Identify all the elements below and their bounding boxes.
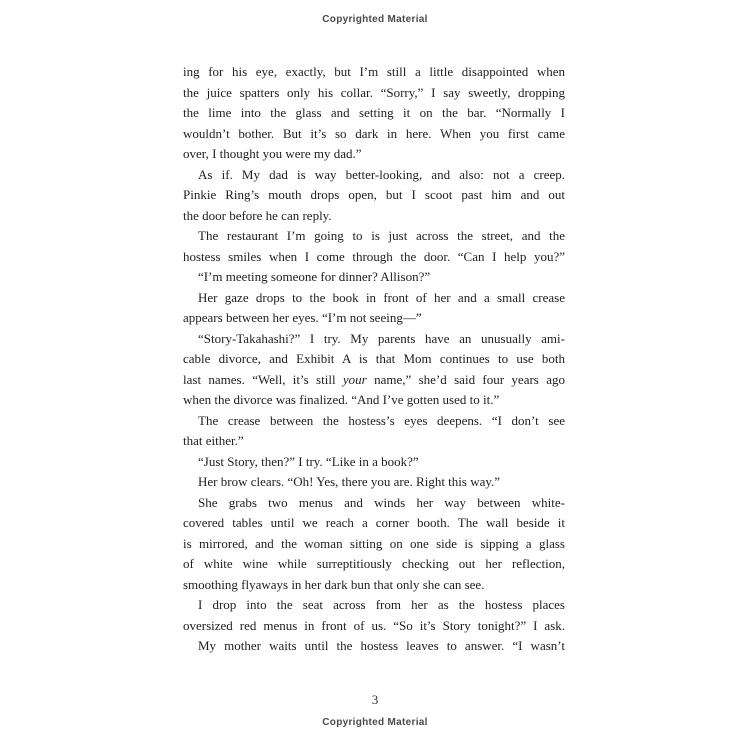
text-line bbox=[183, 62, 565, 83]
italic-text-segment: your bbox=[342, 371, 367, 387]
text-segment: ing for his eye, exactly, but I’m still a little disappointed when bbox=[183, 64, 565, 79]
text-line bbox=[183, 472, 565, 493]
text-line bbox=[183, 452, 565, 473]
text-line-content bbox=[183, 310, 422, 325]
text-segment: “Story-Takahashi?” I try. My parents have an unusually ami- bbox=[198, 330, 565, 346]
text-line-content bbox=[183, 187, 565, 202]
text-segment: last names. “Well, it’s still bbox=[183, 371, 343, 387]
copyright-notice-bottom: Copyrighted Material bbox=[322, 717, 428, 728]
text-segment: cable divorce, and Exhibit A is that Mom continues to use both bbox=[183, 351, 565, 366]
page-number: 3 bbox=[371, 692, 379, 707]
text-segment: My mother waits until the hostess leaves to answer. “I wasn’t bbox=[198, 638, 565, 653]
text-line bbox=[183, 370, 565, 391]
text-segment: Pinkie Ring’s mouth drops open, but I scoot past him and out bbox=[183, 187, 565, 202]
text-line bbox=[183, 411, 565, 432]
text-line bbox=[183, 288, 565, 309]
text-segment: She grabs two menus and winds her way between white- bbox=[198, 494, 565, 510]
text-line-content bbox=[183, 208, 332, 223]
text-line-content bbox=[183, 126, 565, 141]
book-page-text bbox=[183, 62, 565, 657]
text-line bbox=[183, 308, 565, 329]
text-line bbox=[183, 493, 565, 514]
text-segment: The crease between the hostess’s eyes deepens. “I don’t see bbox=[198, 412, 565, 428]
text-line-content bbox=[183, 249, 565, 264]
text-segment: that either.” bbox=[183, 433, 244, 448]
text-segment: covered tables until we reach a corner booth. The wall beside it bbox=[183, 515, 565, 530]
text-segment: the lime into the glass and setting it on the bar. “Normally I bbox=[183, 105, 565, 120]
text-line-content bbox=[198, 167, 565, 182]
text-line bbox=[183, 103, 565, 124]
text-segment: oversized red menus in front of us. “So it’s Story tonight?” I ask. bbox=[183, 617, 565, 633]
text-line bbox=[183, 83, 565, 104]
text-segment: Her gaze drops to the book in front of her and a small crease bbox=[198, 289, 565, 305]
text-line-content bbox=[198, 331, 565, 346]
text-segment: “I’m meeting someone for dinner? Allison?” bbox=[198, 269, 431, 284]
text-segment: Her brow clears. “Oh! Yes, there you are. Right this way.” bbox=[198, 474, 501, 489]
text-line bbox=[183, 513, 565, 534]
text-line-content bbox=[198, 638, 565, 653]
text-line bbox=[183, 185, 565, 206]
text-segment: name,” she’d said four years ago bbox=[366, 371, 565, 387]
text-line bbox=[183, 144, 565, 165]
text-segment: hostess smiles when I come through the door. “Can I help you?” bbox=[183, 248, 565, 264]
text-line-content bbox=[198, 474, 500, 489]
text-line-content bbox=[198, 228, 565, 243]
text-line bbox=[183, 575, 565, 596]
text-line-content bbox=[183, 392, 499, 407]
text-line-content bbox=[183, 372, 565, 387]
text-line bbox=[183, 595, 565, 616]
text-line-content bbox=[183, 105, 565, 120]
text-line bbox=[183, 390, 565, 411]
text-segment: of white wine while surreptitiously checking out her reflection, bbox=[183, 556, 565, 571]
text-segment: smoothing flyaways in her dark bun that only she can see. bbox=[183, 576, 485, 592]
text-line bbox=[183, 554, 565, 575]
text-segment: appears between her eyes. “I’m not seeing—” bbox=[183, 310, 422, 325]
text-line-content bbox=[183, 577, 484, 592]
text-line-content bbox=[198, 413, 565, 428]
text-line-content bbox=[183, 85, 565, 100]
text-line-content bbox=[198, 495, 565, 510]
text-line bbox=[183, 124, 565, 145]
copyright-notice-top: Copyrighted Material bbox=[322, 14, 428, 25]
text-line bbox=[183, 534, 565, 555]
text-line bbox=[183, 267, 565, 288]
text-line bbox=[183, 165, 565, 186]
text-segment: wouldn’t bother. But it’s so dark in here. When you first came bbox=[183, 125, 565, 141]
text-line bbox=[183, 226, 565, 247]
text-segment: The restaurant I’m going to is just across the street, and the bbox=[198, 228, 565, 243]
text-line-content bbox=[183, 515, 565, 530]
text-line-content bbox=[183, 618, 565, 633]
text-line bbox=[183, 329, 565, 350]
text-line-content bbox=[198, 269, 430, 284]
text-segment: the door before he can reply. bbox=[183, 207, 332, 223]
text-line bbox=[183, 247, 565, 268]
text-segment: when the divorce was finalized. “And I’ve gotten used to it.” bbox=[183, 392, 500, 407]
text-line bbox=[183, 349, 565, 370]
text-segment: the juice spatters only his collar. “Sorry,” I say sweetly, dropping bbox=[183, 84, 565, 100]
text-line bbox=[183, 431, 565, 452]
text-segment: I drop into the seat across from her as the hostess places bbox=[198, 597, 565, 612]
text-line-content bbox=[183, 536, 565, 551]
text-line-content bbox=[183, 433, 244, 448]
text-line-content bbox=[183, 556, 565, 571]
text-line bbox=[183, 616, 565, 637]
text-segment: is mirrored, and the woman sitting on one side is sipping a glass bbox=[183, 535, 565, 551]
text-line-content bbox=[183, 351, 565, 366]
text-segment: As if. My dad is way better-looking, and also: not a creep. bbox=[198, 166, 565, 182]
text-line-content bbox=[183, 64, 565, 79]
text-line-content bbox=[198, 597, 565, 612]
text-line-content bbox=[198, 454, 419, 469]
text-line bbox=[183, 206, 565, 227]
text-line bbox=[183, 636, 565, 657]
text-segment: over, I thought you were my dad.” bbox=[183, 146, 362, 161]
text-segment: “Just Story, then?” I try. “Like in a book?” bbox=[198, 453, 419, 469]
text-line-content bbox=[183, 146, 362, 161]
text-line-content bbox=[198, 290, 565, 305]
